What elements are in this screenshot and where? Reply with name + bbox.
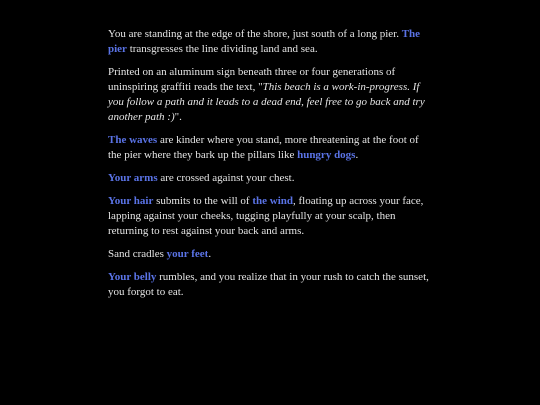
paragraph-shore	[108, 27, 434, 57]
shore-text: You are standing at the edge of the shore, just south of a long pier.	[108, 28, 402, 40]
paragraph-waves	[108, 133, 434, 163]
paragraph-sand	[108, 247, 434, 262]
sand-text-end: .	[208, 248, 212, 260]
paragraph-belly	[108, 270, 434, 300]
link-the-wind[interactable]: the wind	[252, 195, 293, 207]
pier-text: transgresses the line dividing land and sea.	[126, 43, 318, 55]
link-your-hair[interactable]: Your hair	[108, 195, 154, 207]
sand-text: Sand cradles	[108, 248, 167, 260]
link-the-waves[interactable]: The waves	[108, 134, 158, 146]
paragraph-hair	[108, 194, 434, 239]
paragraph-arms	[108, 171, 434, 186]
sign-quote: This beach is a work-in-progress. If you follow a path and it leads to a dead end, feel free to go back and try another path :)	[108, 81, 425, 123]
waves-text: are kinder where you stand, more threatening at the foot of the pier where they bark up the pillars like	[108, 134, 419, 161]
link-the-pier[interactable]: The pier	[108, 28, 421, 55]
sign-text: Printed on an aluminum sign beneath three or four generations of uninspiring graffiti reads the text, "	[108, 66, 396, 93]
paragraph-sign	[108, 65, 434, 125]
link-hungry-dogs[interactable]: hungry dogs	[297, 149, 356, 161]
hair-text-end: , floating up across your face, lapping against your cheeks, tugging playfully at your scalp, then returning to rest against your back and arms.	[108, 195, 424, 237]
belly-text: rumbles, and you realize that in your rush to catch the sunset, you forgot to eat.	[108, 271, 429, 298]
link-your-arms[interactable]: Your arms	[108, 172, 158, 184]
story-passage	[108, 27, 434, 308]
waves-text-end: .	[355, 149, 359, 161]
link-your-belly[interactable]: Your belly	[108, 271, 157, 283]
link-your-feet[interactable]: your feet	[166, 248, 209, 260]
sign-text-end: ".	[174, 111, 182, 123]
hair-text: submits to the will of	[153, 195, 253, 207]
arms-text: are crossed against your chest.	[157, 172, 295, 184]
